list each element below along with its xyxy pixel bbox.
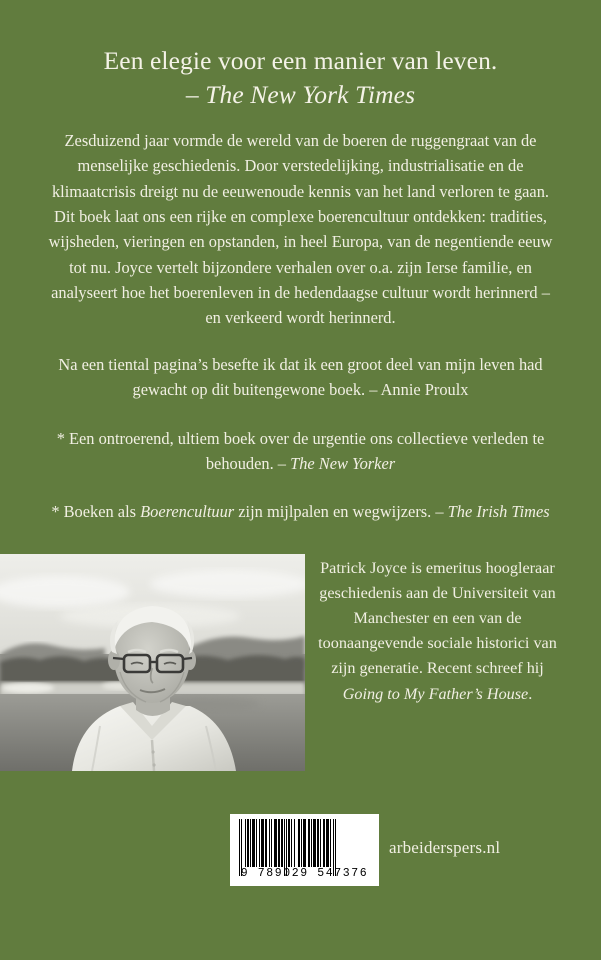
barcode-isbn-digits: 9 789029 547376 bbox=[240, 867, 369, 880]
quote-1-text: Na een tiental pagina’s besefte ik dat ik een groot deel van mijn leven had gewacht op dit buitengewone boek. – Annie Proulx bbox=[58, 355, 543, 400]
barcode-bars bbox=[239, 819, 370, 867]
book-blurb: Zesduizend jaar vormde de wereld van de boeren de ruggengraat van de menselijke geschiedenis. Door verstedelijking, industrialisatie en de klimaatcrisis dreigt nu de eeuwenoude kennis van het land verloren te gaan. Dit boek laat ons een rijke en complexe boerencultuur ontdekken: tradities, wijsheden, vieringen en opstanden, in heel Europa, van de negentiende eeuw tot nu. Joyce vertelt bijzondere verhalen over o.a. zijn Ierse familie, en analyseert hoe het boerenleven in de hedendaagse cultuur wordt herinnerd – en verkeerd wordt herinnerd. bbox=[48, 131, 553, 328]
review-quote-2 bbox=[44, 426, 557, 477]
headline-attribution: – The New York Times bbox=[185, 80, 416, 110]
author-portrait-illustration bbox=[0, 554, 305, 771]
quote-2-source: The New Yorker bbox=[290, 454, 396, 474]
quote-3-source: The Irish Times bbox=[447, 502, 550, 522]
author-bio bbox=[318, 556, 557, 707]
quote-3-text-after: zijn mijlpalen en wegwijzers. – bbox=[234, 502, 448, 522]
quote-2-text: Een ontroerend, ultiem boek over de urgentie ons collectieve verleden te behouden. – bbox=[69, 428, 545, 474]
quote-3-marker: * bbox=[51, 502, 60, 522]
quote-3-text-before: Boeken als bbox=[63, 502, 141, 522]
headline-review-quote bbox=[30, 44, 571, 112]
review-quote-1 bbox=[44, 352, 557, 403]
review-quote-3 bbox=[44, 499, 557, 524]
author-bio-text-end: . bbox=[528, 684, 533, 703]
isbn-barcode bbox=[230, 814, 379, 886]
review-quotes-list bbox=[44, 352, 557, 525]
quote-2-marker: * bbox=[56, 428, 65, 448]
quote-3-book-title: Boerencultuur bbox=[140, 502, 235, 522]
headline-quote-text: Een elegie voor een manier van leven. bbox=[103, 46, 498, 75]
publisher-url: arbeiderspers.nl bbox=[389, 838, 501, 857]
author-portrait-photo bbox=[0, 554, 305, 771]
author-other-book-title: Going to My Father’s House bbox=[342, 684, 529, 703]
author-bio-text: Patrick Joyce is emeritus hoogleraar geschiedenis aan de Universiteit van Manchester en een van de toonaangevende sociale historici van zijn generatie. Recent schreef hij bbox=[318, 559, 557, 678]
